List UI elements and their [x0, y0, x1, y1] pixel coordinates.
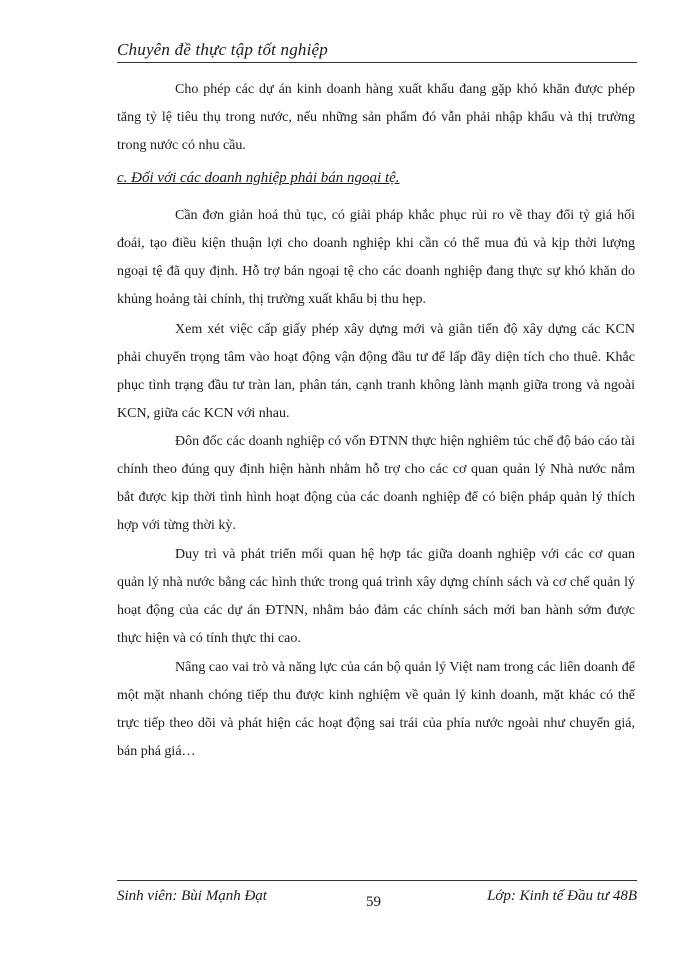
footer-divider — [117, 880, 637, 881]
paragraph-export-projects — [117, 76, 635, 160]
footer-class: Lớp: Kinh tế Đầu tư 48B — [487, 888, 637, 904]
section-heading-c — [117, 168, 635, 188]
paragraph-foreign-currency — [117, 202, 635, 314]
section-heading-text: c. Đối với các doanh nghiệp phải bán ngoại tệ. — [117, 170, 400, 186]
paragraph-management-capacity — [117, 654, 635, 766]
paragraph-text: Cho phép các dự án kinh doanh hàng xuất khẩu đang gặp khó khăn được phép tăng tỷ lệ tiêu thụ trong nước, nếu những sản phẩm đó vẫn phải nhập khẩu và thị trường trong nước có nhu cầu. — [117, 82, 635, 153]
paragraph-text: Nâng cao vai trò và năng lực của cán bộ quản lý Việt nam trong các liên doanh để một mặt nhanh chóng tiếp thu được kinh nghiệm về quản lý kinh doanh, mặt khác có thể trực tiếp theo dõi và phát hiện các hoạt động sai trái của phía nước ngoài như chuyển giá, bán phá giá… — [117, 660, 635, 759]
header-title: Chuyên đề thực tập tốt nghiệp — [117, 40, 329, 59]
footer-student-name: Sinh viên: Bùi Mạnh Đạt — [117, 888, 267, 904]
paragraph-text: Xem xét việc cấp giấy phép xây dựng mới và giãn tiến độ xây dựng các KCN phải chuyển trọng tâm vào hoạt động vận động đầu tư để lấp đầy diện tích cho thuê. Khắc phục tình trạng đầu tư tràn lan, phân tán, cạnh tranh không lành mạnh giữa trong và ngoài KCN, giữa các KCN với nhau. — [117, 322, 635, 421]
paragraph-financial-reporting — [117, 428, 635, 540]
paragraph-text: Cần đơn giản hoá thủ tục, có giải pháp khắc phục rủi ro về thay đổi tỷ giá hối đoái, tạo điều kiện thuận lợi cho doanh nghiệp khi cần có thể mua đủ và kịp thời lượng ngoại tệ đã quy định. Hỗ trợ bán ngoại tệ cho các doanh nghiệp đang thực sự khó khăn do khủng hoảng tài chính, thị trường xuất khẩu bị thu hẹp. — [117, 208, 635, 307]
page-header — [117, 40, 637, 66]
paragraph-text: Duy trì và phát triển mối quan hệ hợp tác giữa doanh nghiệp với các cơ quan quản lý nhà nước bằng các hình thức trong quá trình xây dựng chính sách và cơ chế quản lý hoạt động của các dự án ĐTNN, nhằm bảo đảm các chính sách mới ban hành sớm được thực hiện và có tính thực thi cao. — [117, 547, 635, 646]
paragraph-cooperation — [117, 541, 635, 653]
paragraph-industrial-zones — [117, 316, 635, 428]
paragraph-text: Đôn đốc các doanh nghiệp có vốn ĐTNN thực hiện nghiêm túc chế độ báo cáo tài chính theo đúng quy định hiện hành nhằm hỗ trợ cho các cơ quan quản lý Nhà nước nắm bắt được kịp thời tình hình hoạt động của các doanh nghiệp để có biện pháp quản lý thích hợp với từng thời kỳ. — [117, 434, 635, 533]
page-number: 59 — [366, 894, 381, 910]
header-divider — [117, 62, 637, 63]
